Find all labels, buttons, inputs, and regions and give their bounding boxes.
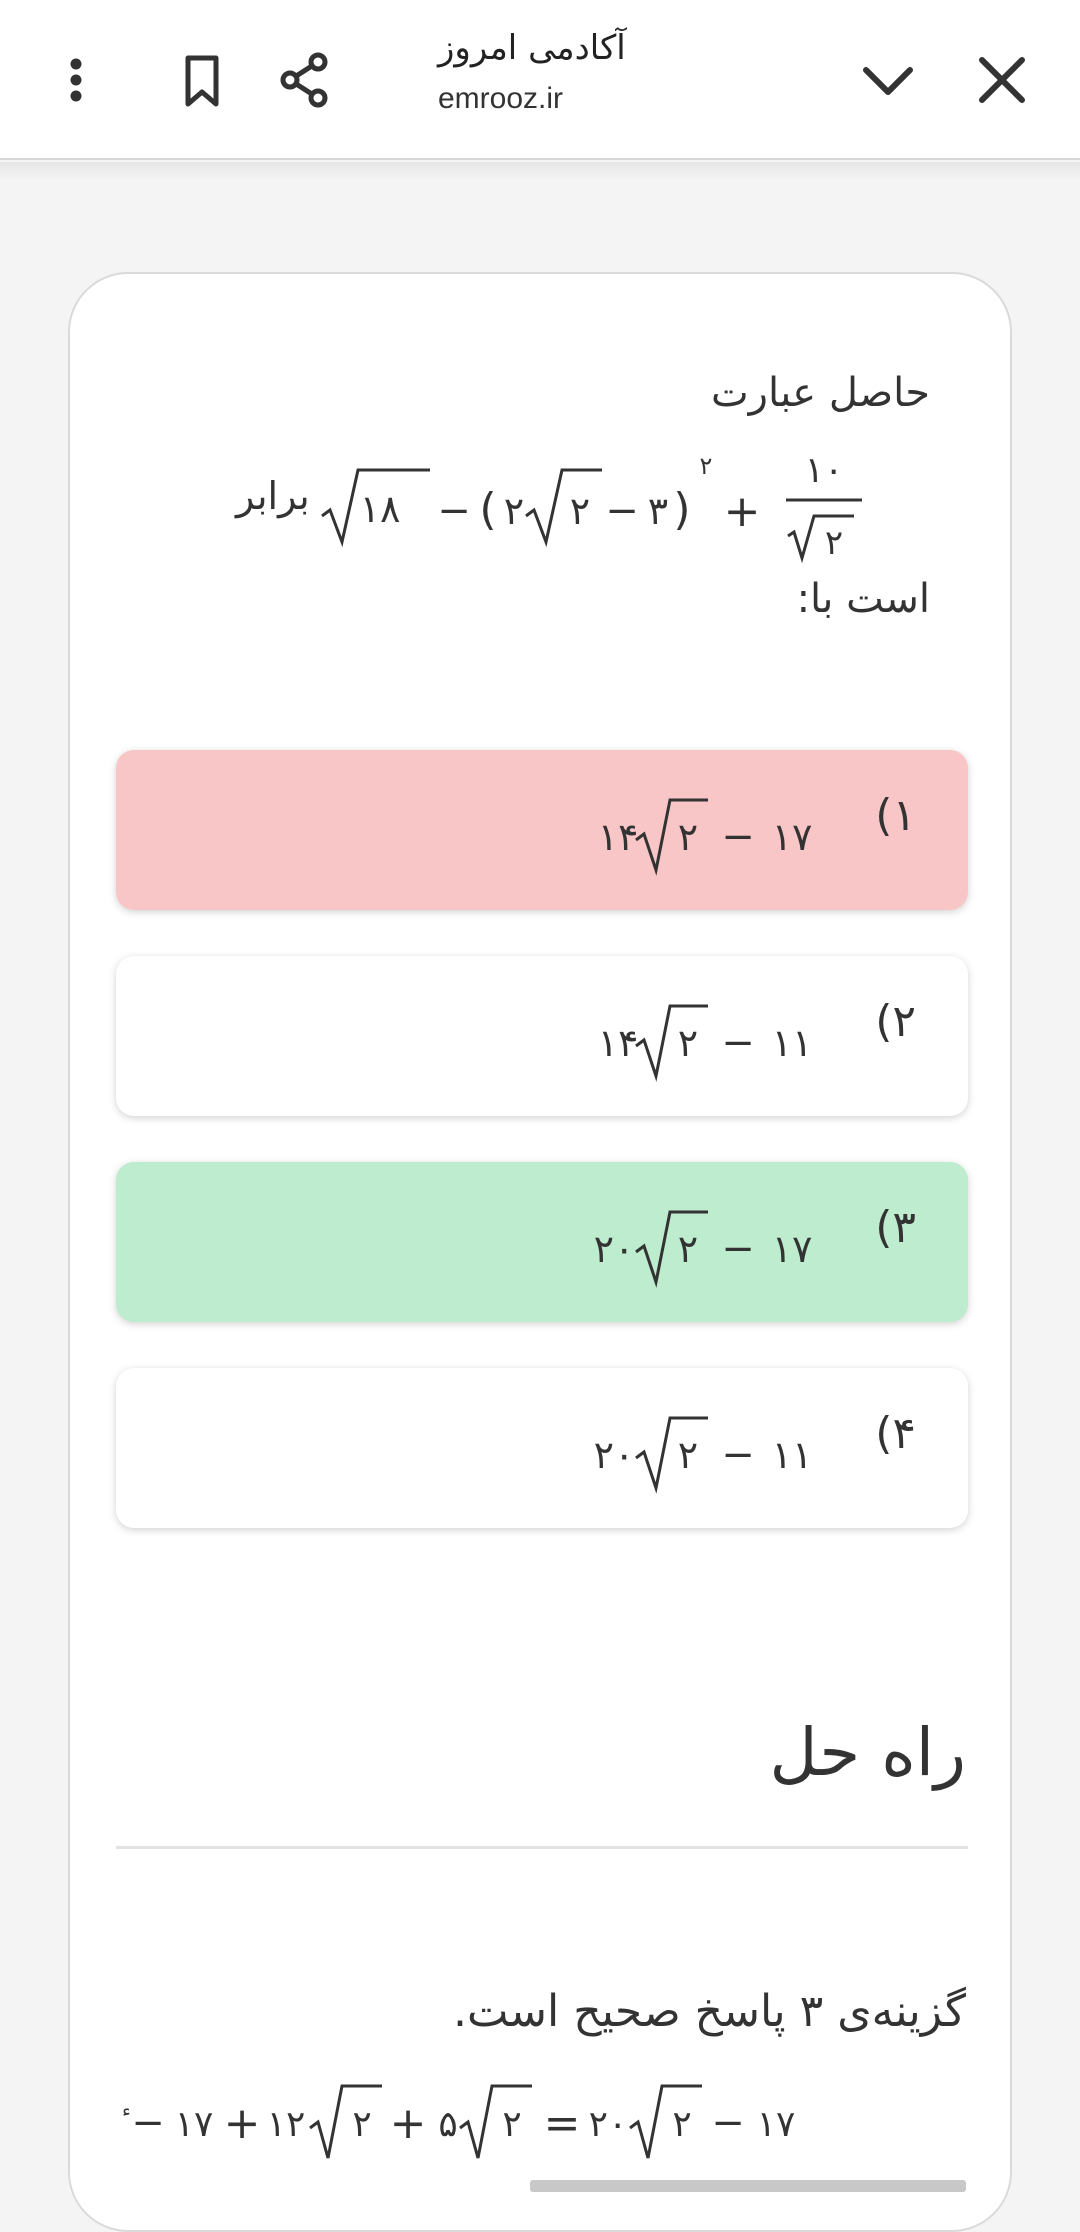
solution-formula: [114, 2074, 834, 2174]
site-info: [438, 28, 626, 116]
radicand-18: ۱۸: [359, 487, 401, 531]
option-coef: ۱۴: [597, 815, 639, 859]
minus-sign: −: [437, 488, 471, 534]
sol-20: ۲۰: [588, 2104, 628, 2145]
minus-sign-2: −: [605, 488, 639, 534]
browser-top-bar: [0, 0, 1080, 160]
option-constant: ۱۷: [771, 1227, 813, 1271]
sol-5: ۵: [438, 2104, 458, 2145]
option-radicand: ۲: [677, 1433, 699, 1477]
question-text-start: حاصل عبارت: [711, 370, 930, 416]
horizontal-scrollbar[interactable]: [530, 2180, 966, 2192]
denominator-radicand: ۲: [824, 523, 844, 563]
cut-glyph: [123, 2108, 130, 2116]
solution-text: گزینه‌ی ۳ پاسخ صحیح است.: [452, 1986, 966, 2037]
option-radicand: ۲: [677, 815, 699, 859]
option-minus: −: [721, 814, 755, 860]
option-number: ۲): [875, 996, 916, 1047]
option-expression: [598, 984, 838, 1094]
question-text-end: است با:: [796, 576, 930, 622]
option-number: ۴): [875, 1408, 916, 1459]
numerator-10: ۱۰: [804, 450, 844, 491]
option-3[interactable]: [116, 1162, 968, 1322]
divider: [116, 1846, 968, 1849]
sol-radicand-3: ۲: [672, 2104, 692, 2145]
site-url: emrooz.ir: [438, 82, 564, 115]
chevron-down-icon[interactable]: [848, 40, 928, 120]
option-coef: ۲۰: [593, 1227, 635, 1271]
exponent-2: ۲: [699, 452, 713, 480]
option-minus: −: [721, 1226, 755, 1272]
sol-17-b: ۱۷: [756, 2104, 796, 2145]
bookmark-icon[interactable]: [162, 40, 242, 120]
site-title: آکادمی امروز: [438, 28, 626, 68]
question-formula: [230, 434, 870, 564]
option-coef: ۱۴: [597, 1021, 639, 1065]
sol-radicand-1: ۲: [352, 2104, 372, 2145]
plus-sign: +: [723, 486, 761, 537]
option-constant: ۱۷: [771, 815, 813, 859]
option-radicand: ۲: [677, 1021, 699, 1065]
sol-minus-1: −: [131, 2100, 165, 2146]
question-card: [68, 272, 1012, 2232]
sol-plus-2: +: [389, 2098, 427, 2149]
radicand-2: ۲: [569, 489, 591, 533]
share-icon[interactable]: [264, 40, 344, 120]
sol-17: ۱۷: [174, 2104, 214, 2145]
option-4[interactable]: [116, 1368, 968, 1528]
three: ۳: [647, 489, 669, 533]
option-minus: −: [721, 1020, 755, 1066]
sol-plus-1: +: [223, 2098, 261, 2149]
option-constant: ۱۱: [771, 1433, 813, 1477]
option-minus: −: [721, 1432, 755, 1478]
option-expression: [598, 778, 838, 888]
sol-minus-2: −: [711, 2100, 745, 2146]
option-radicand: ۲: [677, 1227, 699, 1271]
solution-title: راه حل: [769, 1714, 966, 1791]
option-constant: ۱۱: [771, 1021, 813, 1065]
sol-equals: =: [543, 2098, 581, 2149]
sol-12: ۱۲: [266, 2104, 306, 2145]
sol-radicand-2: ۲: [502, 2104, 522, 2145]
top-bar-shadow: [0, 162, 1080, 180]
option-number: ۳): [875, 1202, 916, 1253]
option-2[interactable]: [116, 956, 968, 1116]
option-expression: [593, 1396, 838, 1506]
close-icon[interactable]: [962, 40, 1042, 120]
question-label-equal: برابر: [236, 474, 310, 518]
option-number: ۱): [875, 790, 916, 841]
option-coef: ۲۰: [593, 1433, 635, 1477]
more-vertical-icon[interactable]: [36, 40, 116, 120]
paren-close: ): [673, 484, 691, 535]
option-expression: [593, 1190, 838, 1300]
coef-2: ۲: [503, 489, 525, 533]
paren-open: (: [479, 484, 497, 535]
option-1[interactable]: [116, 750, 968, 910]
